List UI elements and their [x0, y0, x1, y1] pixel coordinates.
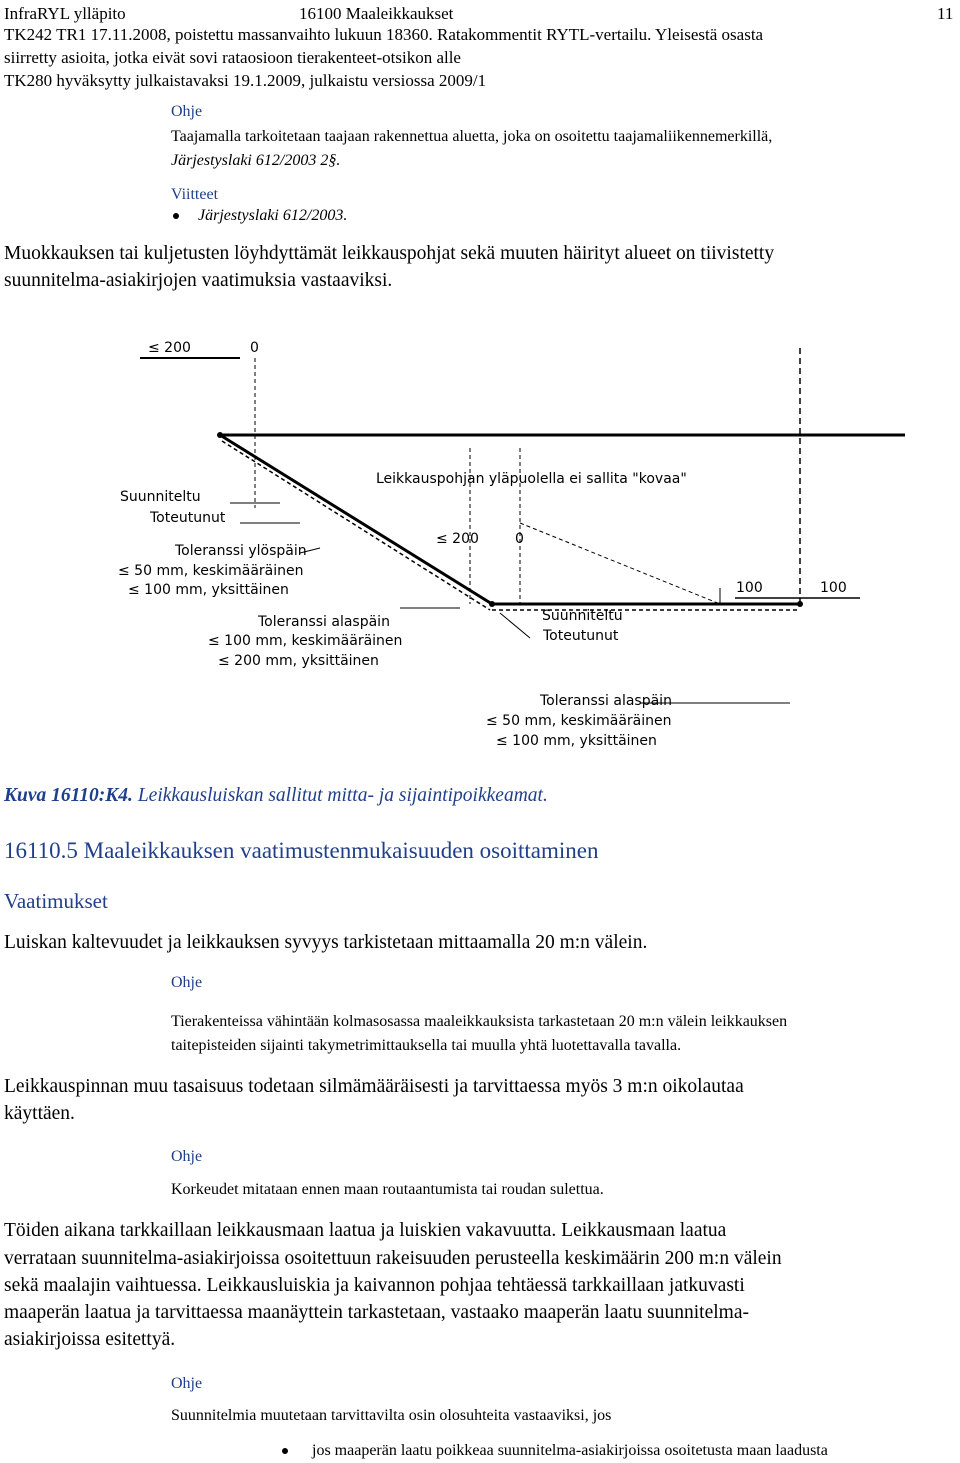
caption-label: Kuva 16110:K4.: [4, 785, 133, 806]
ohje-bullet-item: jos maaperän laatu poikkeaa suunnitelma-asiakirjoissa osoitetusta maan laadusta: [312, 1442, 828, 1459]
ohje-heading: Ohje: [171, 103, 203, 120]
dim-label: 0: [250, 340, 259, 356]
paragraph-line: Muokkauksen tai kuljetusten löyhdyttämät leikkauspohjat sekä muuten häirityt alueet on tiivistetty: [4, 243, 775, 264]
paragraph-line: Töiden aikana tarkkaillaan leikkausmaan laatua ja luiskien vakavuutta. Leikkausmaan laatua: [4, 1220, 727, 1241]
caption-text: Leikkausluiskan sallitut mitta- ja sijaintipoikkeamat.: [137, 785, 548, 806]
leader-line: [500, 613, 530, 638]
figure-label: Suunniteltu: [120, 489, 201, 505]
dim-label: ≤ 200: [148, 340, 191, 356]
figure-label: ≤ 100 mm, yksittäinen: [128, 582, 289, 598]
figure-label: ≤ 50 mm, keskimääräinen: [118, 563, 304, 579]
figure-label: Toteutunut: [150, 510, 226, 526]
figure-label: Toleranssi alaspäin: [258, 614, 390, 630]
figure-label: ≤ 200 mm, yksittäinen: [218, 653, 379, 669]
figure-label: Leikkauspohjan yläpuolella ei sallita "kovaa": [376, 471, 687, 487]
figure-label: ≤ 100 mm, yksittäinen: [496, 733, 657, 749]
dim-label: 100: [820, 580, 847, 596]
bullet-icon: [173, 213, 179, 219]
ohje-text-line: Korkeudet mitataan ennen maan routaantumista tai roudan sulettua.: [171, 1181, 604, 1198]
figure-label: Suunniteltu: [542, 608, 623, 624]
diagonal-dashed: [520, 523, 720, 604]
point-marker: [217, 432, 223, 438]
figure-label: ≤ 100 mm, keskimääräinen: [208, 633, 403, 649]
point-marker: [489, 601, 495, 607]
figure-label: Toleranssi ylöspäin: [175, 543, 307, 559]
point-marker: [797, 601, 803, 607]
paragraph-line: käyttäen.: [4, 1103, 75, 1124]
header-chapter: 16100 Maaleikkaukset: [299, 4, 454, 23]
header-line-3: siirretty asioita, jotka eivät sovi rataosioon tierakenteet-otsikon alle: [4, 48, 461, 67]
header-line-2: TK242 TR1 17.11.2008, poistettu massanvaihto lukuun 18360. Ratakommentit RYTL-vertailu. Yleisestä osasta: [4, 25, 764, 44]
ohje-text-line: Tierakenteissa vähintään kolmasosassa maaleikkauksista tarkastetaan 20 m:n välein leikkauksen: [171, 1013, 788, 1030]
paragraph-line: suunnitelma-asiakirjojen vaatimuksia vastaaviksi.: [4, 270, 393, 291]
paragraph-line: sekä maalajin vaihtuessa. Leikkausluiskia ja kaivannon pohjaa tehtäessä tarkkaillaan jatkuvasti: [4, 1275, 745, 1296]
ohje-heading: Ohje: [171, 1148, 203, 1165]
header-left: InfraRYL ylläpito: [4, 4, 126, 23]
figure-label: Toteutunut: [543, 628, 619, 644]
ohje-heading: Ohje: [171, 1375, 203, 1392]
paragraph-line: maaperän laatua ja tarvittaessa maanäyttein tarkastetaan, vastaako maaperän laatu suunnitelma-: [4, 1302, 749, 1323]
ohje-text-line: taitepisteiden sijainti takymetrimittauksella tai muulla yhtä luotettavalla tavalla.: [171, 1037, 682, 1054]
ohje-text-line: Suunnitelmia muutetaan tarvittavilta osin olosuhteita vastaaviksi, jos: [171, 1407, 612, 1424]
ohje-heading: Ohje: [171, 974, 203, 991]
ohje-text-line: Järjestyslaki 612/2003 2§.: [171, 152, 341, 169]
dim-label: ≤ 200: [436, 531, 479, 547]
viitteet-item: Järjestyslaki 612/2003.: [198, 207, 348, 224]
page-number: 11: [937, 4, 954, 23]
bullet-icon: [282, 1448, 288, 1454]
dim-label: 100: [736, 580, 763, 596]
figure-label: ≤ 50 mm, keskimääräinen: [486, 713, 672, 729]
slope-tolerance-figure: [0, 308, 920, 768]
dim-label: 0: [515, 531, 524, 547]
figure-label: Toleranssi alaspäin: [540, 693, 672, 709]
figure-caption: [4, 782, 548, 809]
section-title: 16110.5 Maaleikkauksen vaatimustenmukaisuuden osoittaminen: [4, 838, 599, 863]
paragraph-line: verrataan suunnitelma-asiakirjoissa osoitettuun rakeisuuden perusteella keskimäärin 200 m:n välein: [4, 1248, 782, 1269]
ohje-text-line: Taajamalla tarkoitetaan taajaan rakennettua aluetta, joka on osoitettu taajamaliikennemerkillä,: [171, 128, 773, 145]
viitteet-heading: Viitteet: [171, 186, 219, 203]
subheading: Vaatimukset: [4, 889, 108, 913]
paragraph-line: Leikkauspinnan muu tasaisuus todetaan silmämääräisesti ja tarvittaessa myös 3 m:n oikolautaa: [4, 1076, 744, 1097]
header-line-4: TK280 hyväksytty julkaistavaksi 19.1.2009, julkaistu versiossa 2009/1: [4, 71, 487, 90]
paragraph-line: asiakirjoissa esitettyä.: [4, 1329, 176, 1350]
requirement-text: Luiskan kaltevuudet ja leikkauksen syvyys tarkistetaan mittaamalla 20 m:n välein.: [4, 932, 648, 953]
